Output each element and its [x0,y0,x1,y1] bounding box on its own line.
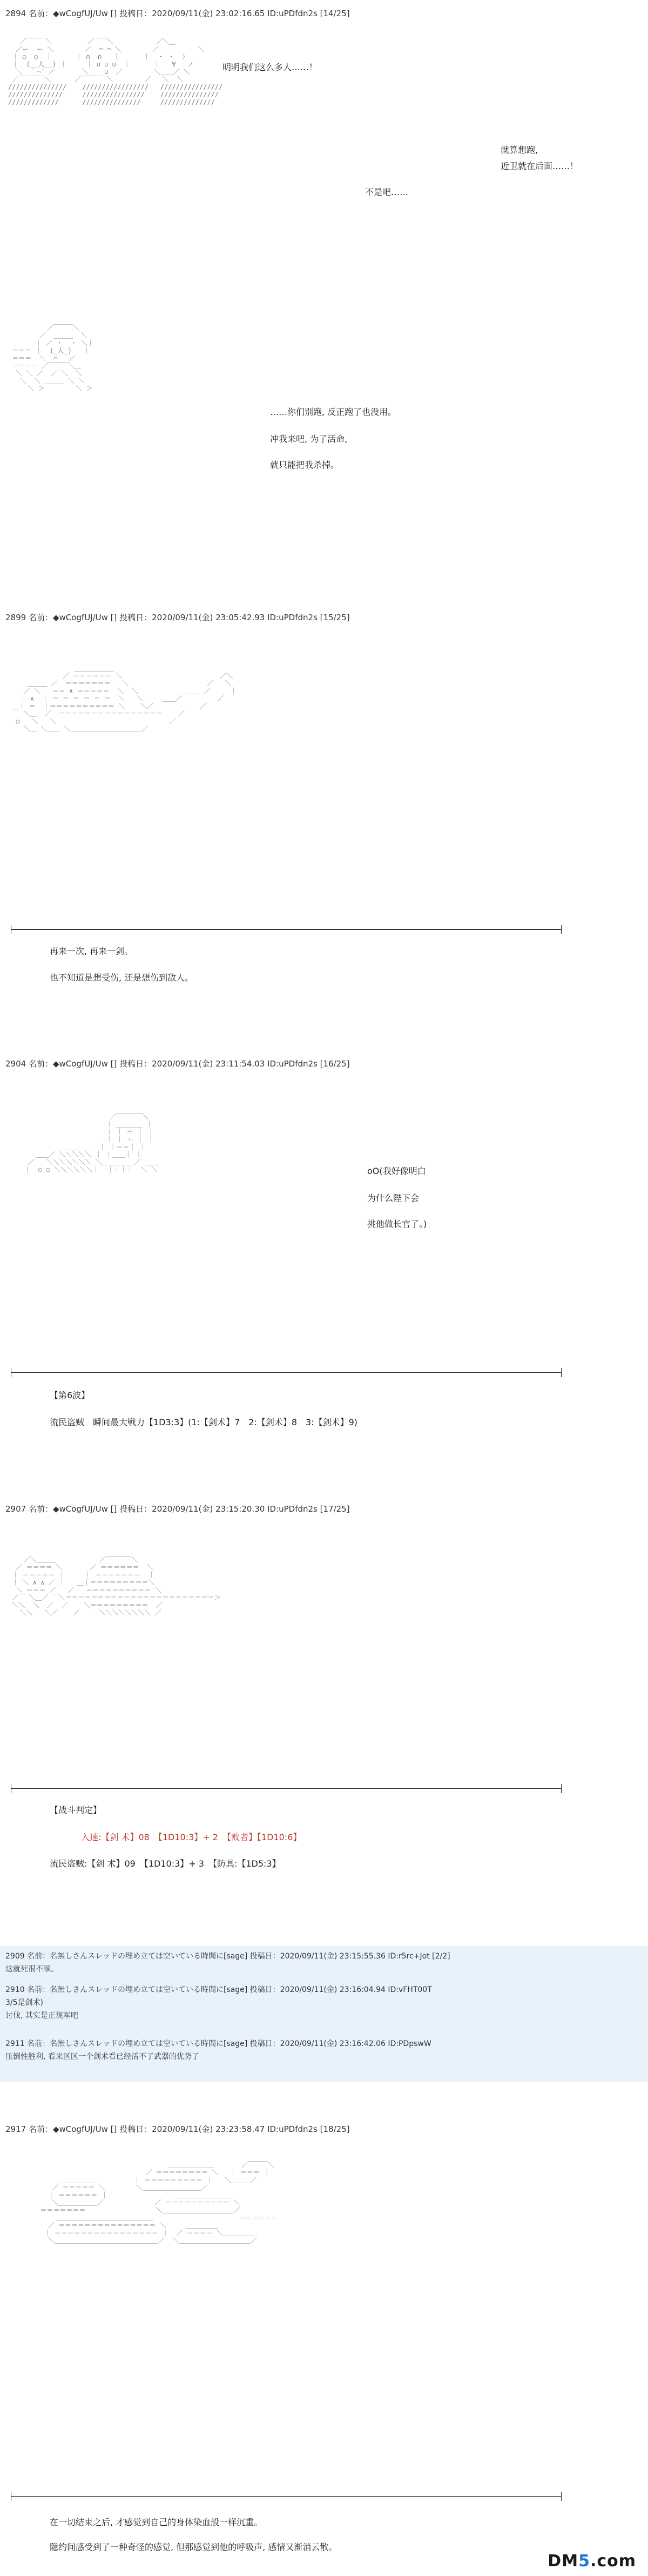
ascii-art-group: ／￣￣￣＼ ／￣￣＼ ／＼＿ ／ー ー ＼ ／ ⌒ ⌒ ＼ ／ ＼ ｜ ○ ○ ｜ ｜ ∩ ∩ ｜ ｜ ・ ・ ） ｜ (__人__) ｜ ｜ ∪ ∪ ∪ ｜ ｜ ∀ ノ ＼ ｀⌒´ ／ ＼ ∪ ／ ＼＿＿／ ＼ ／￣￣￣￣＼ ／￣￣￣￣＼ ／ ＼ ＼ /////////////// ///////////////// //////////////// ////////////// //////////////// /////////////// ///////////// /////////////// ////////////// [8,38,223,106]
post-header: 2907 名前：◆wCogfUJ/Uw [] 投稿日：2020/09/11(金) 23:15:20.30 ID:uPDfdn2s [17/25] [5,1504,350,1514]
dialogue-line: 近卫就在后面……！ [501,161,579,171]
ascii-art-aftermath: ＿＿＿＿＿＿＿ ／￣￣￣＼ ／ ＝＝＝＝＝＝＝＝ ＼ ｜ ＝＝＝ ｜ ＿＿＿＿＿＿ ｜ ＝＝＝＝＝＝＝＝＝ ｜ ＼＿＿＿／ ／ ＝＝＝＝＝ ＼ ＼＿＿＿＿＿＿＿＿＿／ ｜ ＝＝＝＝＝＝ ｜ ＿＿＿＿＿＿＿＿＿ ＼＿＿＿＿＿＿／ ／ ＝＝＝＝＝＝＝＝＝＝ ＼ ＝＝＝＝＝＝＝ ＼＿＿＿＿＿＿＿＿＿＿＿／ ＿＿＿＿＿＿＿＿＿＿＿＿＿＿＿ ＝＝＝＝＝＝ ／ ＝＝＝＝＝＝＝＝＝＝＝＝＝＝＝ ＼ ＿＿＿＿＿ ｜ ＝＝＝＝＝＝＝＝＝＝＝＝＝＝＝＝ ｜ ／ ＝＝＝＝ ＼＿＿＿＿＿ ＼＿＿＿＿＿＿＿＿＿＿＿＿＿＿＿＿／ ＼＿＿＿＿＿＿＿＿＿＿＿／ [40,2161,278,2244]
response-header: 2911 名前：名無しさんスレッドの埋め立ては空いている時間に[sage] 投稿日：2020/09/11(金) 23:16:42.06 ID:PDpswW [5,2040,431,2048]
response-body: 压倒性胜利, 看来区区一个剑术看已经活不了武器的优势了 [5,2052,199,2061]
responses-block [0,1946,648,2082]
narration-line: 也不知道是想受伤, 还是想伤到敌人。 [50,972,194,983]
post-header: 2917 名前：◆wCogfUJ/Uw [] 投稿日：2020/09/11(金) 23:23:58.47 ID:uPDfdn2s [18/25] [5,2124,350,2134]
ascii-art-knight: ／￣￣￣￣＼ ｜ ＿＿＿＿ ｜ ｜ ｜ ＋ ｜ ｜ ｜ ｜ ＋ ｜ ｜ ＿＿＿＿＿ ｜ ｜＝＝｜ ｜ ＿＿／ ＼＼＼＼＼ ｜ ｜＿＿｜ ｜ ／ ＼＼＼＼＼＼＼ ＼＿＿＿＿＿／ ＿＿ ｜ ○ ○ ＼＼＼＼＼＼｜ ｜｜｜｜ ＼ ＼ [24,1113,158,1173]
ascii-art-bandit: ／￣￣￣＼ ／ ＿＿＿ ＼ ｜ ／ ・ ・ ＼｜ ＝＝＝ ｜ (_人_) ｜ ＝＝＝ ＼ ⌒ ／ ＝＝＝＝ ／￣￣￣＼＿ ＼ ＼ ／ ／ ＼ ＼ ＼ ＼ ＿＿＿ ＼ ＼ ＼ ＞ ＼ ＞ [12,324,94,392]
ascii-art-duel: ／＼＿＿＿ ／￣￣￣￣＼ ／ ＝＝＝＝ ＼ ／ ＝＝＝＝＝＝ ＼ ｜ ＝＝＝＝＝ ｜ ｜ ＝＝＝＝＝＝＝ ｜ ｜ ＼ ∧ ∧ ／ ｜ ＿｜＝＝＝＝＝＝＝＝＝＼ ＼ ＝＝＝ ／ ／ ＝＝＝＝＝＝＝＝＝＝ ＼ ／￣ ＼＿／ ￣＼＝＝＝＝＝＝＝＝＝＝＝＝＝＝＝＝＝＝＝＝＝＝＝＞ ＼＼ ＼ ／ ／ ＼＝＝＝＝＝＝＝＝＝ ／ ＼＼ ＼／ ／ ＼＼＼＼＼＼＼＼ ／ [12,1556,221,1616]
battle-player-line: 入速:【剑 术】08 【1D10:3】+ 2 【败者】【1D10:6】 [81,1832,302,1842]
thought-line: oO(我好像明白 [367,1166,426,1176]
dialogue-line: 就只能把我杀掉。 [270,460,340,470]
ascii-art-sword-clash: ＿＿＿＿＿＿ ／ ＝＝＝＝＝＝ ＼ ／＼ ＿＿＿ ／ ＝＝＝＝＝＝＝ ＼ ／ ＼ ／ ＼ ＝＝ ∧ ＝＝＝＝＝ ＼ ＼ ＿＿＿／ ｜ ｜ ∧ ｜ ＝ ＝ ＝ ＝ ＝ ＝ ＼ ＼ ＿＿／ ／ ＿｜ ＝ ｜＝＝＝＝＝＝＝＝＝＝ ＼ ＼／ ／ ＼＿ ／ ＝＝＝＝＝＝＝＝＝＝＝＝＝＝＝＝ ／ ○ ＼ ＼ ／ ＼＿ ＼＿＿ ＼＿＿＿＿＿＿＿＿＿＿＿／ [12,665,237,733]
dialogue-line: ……你们别跑, 反正跑了也没用。 [270,407,397,417]
post-2904 [5,1058,637,1069]
dialogue-line: 明明我们这么多人……！ [222,62,318,72]
narration-line: 在一切结束之后, 才感觉到自己的身体染血般一样沉重。 [50,2517,263,2527]
post-header: 2899 名前：◆wCogfUJ/Uw [] 投稿日：2020/09/11(金) 23:05:42.93 ID:uPDfdn2s [15/25] [5,613,350,622]
post-2907 [5,1503,637,1514]
response-body: 这就死很不顺。 [5,1965,58,1974]
dialogue-line: 冲我来吧, 为了活命, [270,434,348,444]
response-body: 讨伐, 其实是正规军吧 [5,2011,78,2020]
battle-title: 【战斗判定】 [50,1805,102,1815]
site-watermark-logo: DM5.com [548,2552,636,2571]
post-2894 [5,8,637,19]
thought-line: 为什么陛下会 [367,1193,420,1203]
narration-line: 隐约间感受到了一种奇怪的感觉, 但那感觉到他的呼吸声, 感情又渐消云散。 [50,2542,338,2552]
dialogue-line: 就算想跑, [501,145,538,155]
divider-rule [11,2496,562,2497]
battle-enemy-line: 流民盗贼:【剑 术】09 【1D10:3】+ 3 【防具:【1D5:3】 [50,1859,281,1869]
divider-rule [11,929,562,930]
dialogue-line: 不是吧…… [365,187,409,197]
thought-line: 挑他做长官了。) [367,1219,427,1229]
wave-detail: 流民盗贼 瞬间最大戦力【1D3:3】(1:【剑术】7 2:【剑术】8 3:【剑术】9) [50,1417,357,1427]
narration-line: 再来一次, 再来一剑。 [50,946,133,956]
response-header: 2909 名前：名無しさんスレッドの埋め立ては空いている時間に[sage] 投稿日：2020/09/11(金) 23:15:55.36 ID:r5rc+Jot [2/2] [5,1952,450,1961]
divider-rule [11,1372,562,1373]
post-2917 [5,2123,637,2135]
post-header: 2904 名前：◆wCogfUJ/Uw [] 投稿日：2020/09/11(金) 23:11:54.03 ID:uPDfdn2s [16/25] [5,1059,350,1069]
post-2899 [5,612,637,623]
response-header: 2910 名前：名無しさんスレッドの埋め立ては空いている時間に[sage] 投稿日：2020/09/11(金) 23:16:04.94 ID:vFHT00T [5,1985,432,1994]
wave-title: 【第6波】 [50,1390,90,1400]
post-header: 2894 名前：◆wCogfUJ/Uw [] 投稿日：2020/09/11(金) 23:02:16.65 ID:uPDfdn2s [14/25] [5,9,350,18]
divider-rule [11,1788,562,1789]
response-body: 3/5是剑术) [5,1998,43,2007]
